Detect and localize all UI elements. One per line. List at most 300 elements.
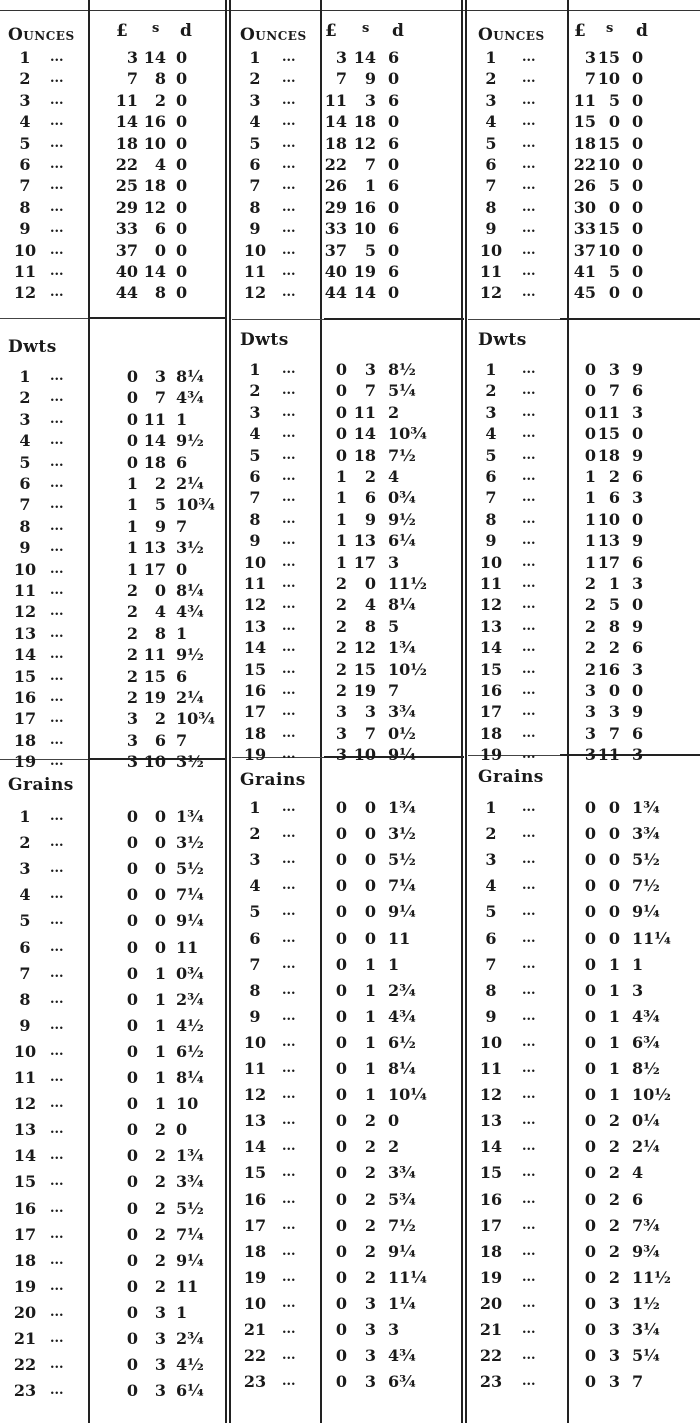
pounds-value: 0: [584, 1267, 596, 1287]
shillings-value: 6: [364, 488, 376, 508]
leader-dots: ...: [522, 404, 536, 420]
weight-value: 6: [485, 155, 497, 174]
shillings-value: 2: [364, 1189, 376, 1209]
weight-value: 8: [249, 197, 261, 217]
grains-row: [0, 899, 700, 925]
shillings-header: s: [362, 21, 370, 36]
pounds-header: £: [574, 21, 586, 41]
weight-value: 11: [479, 1059, 503, 1078]
leader-dots: ...: [522, 50, 536, 65]
shillings-value: 10: [597, 240, 620, 260]
pounds-value: 0: [584, 1163, 596, 1183]
section-separator: [232, 319, 324, 320]
pence-value: 0: [632, 48, 644, 67]
weight-value: 11: [243, 1059, 267, 1078]
pence-value: 2¾: [388, 980, 416, 1000]
shillings-value: 2: [608, 1111, 620, 1131]
shillings-value: 8: [154, 283, 166, 303]
weight-value: 7: [485, 954, 497, 974]
shillings-value: 1: [608, 954, 620, 974]
pence-value: 7: [632, 1372, 644, 1392]
weight-value: 13: [243, 1111, 267, 1131]
leader-dots: ...: [282, 1191, 296, 1207]
leader-dots: ...: [282, 904, 296, 920]
pounds-value: 18: [324, 133, 347, 153]
weight-value: 1: [485, 360, 497, 379]
pounds-value: 0: [584, 402, 596, 422]
pence-value: 0: [632, 69, 644, 89]
pence-value: 8¼: [176, 367, 204, 386]
shillings-value: 2: [154, 709, 166, 729]
pounds-value: 3: [335, 48, 347, 67]
leader-dots: ...: [50, 369, 64, 384]
leader-dots: ...: [282, 1061, 296, 1076]
leader-dots: ...: [522, 852, 536, 868]
leader-dots: ...: [522, 597, 536, 613]
weight-value: 22: [13, 1355, 37, 1375]
pounds-value: 0: [126, 1172, 138, 1192]
pence-value: 9¼: [176, 911, 204, 931]
pounds-value: 0: [126, 885, 138, 905]
weight-value: 3: [485, 402, 497, 422]
pence-value: 0: [632, 133, 644, 153]
weight-value: 1: [249, 48, 261, 67]
weight-value: 3: [249, 90, 261, 110]
leader-dots: ...: [522, 1165, 536, 1181]
pence-value: 0: [176, 240, 188, 260]
leader-dots: ...: [522, 71, 536, 87]
pence-value: 9¾: [632, 1241, 660, 1261]
shillings-value: 8: [608, 616, 620, 636]
shillings-value: 0: [608, 876, 620, 896]
shillings-value: 2: [154, 1250, 166, 1270]
pounds-value: 37: [115, 240, 138, 260]
leader-dots: ...: [282, 597, 296, 613]
leader-dots: ...: [50, 540, 64, 556]
weight-value: 2: [485, 381, 497, 401]
shillings-value: 10: [143, 133, 166, 153]
weight-value: 13: [243, 616, 267, 636]
pounds-value: 0: [335, 928, 347, 948]
pounds-value: 11: [115, 90, 138, 110]
pence-value: 0: [176, 48, 188, 67]
pence-value: 6: [632, 552, 644, 572]
pounds-value: 33: [324, 219, 347, 239]
pounds-value: 2: [335, 638, 347, 658]
shillings-value: 0: [364, 574, 376, 593]
weight-value: 1: [485, 48, 497, 67]
shillings-value: 0: [364, 876, 376, 896]
leader-dots: ...: [50, 1096, 64, 1112]
weight-value: 6: [19, 937, 31, 957]
pence-value: 7: [176, 730, 188, 750]
weight-value: 9: [485, 219, 497, 239]
weight-value: 12: [243, 595, 267, 615]
pence-value: 2: [388, 1137, 400, 1157]
grains-row: [0, 821, 700, 847]
pounds-value: 1: [584, 509, 596, 529]
leader-dots: ...: [522, 92, 536, 108]
pence-value: 6: [388, 133, 400, 153]
leader-dots: ...: [282, 878, 296, 894]
pence-value: 0: [632, 176, 644, 196]
shillings-value: 1: [608, 1059, 620, 1078]
leader-dots: ...: [522, 1322, 536, 1337]
pence-value: 0: [632, 262, 644, 281]
leader-dots: ...: [522, 1348, 536, 1364]
section-separator: [0, 318, 88, 319]
leader-dots: ...: [50, 221, 64, 237]
leader-dots: ...: [522, 1061, 536, 1076]
leader-dots: ...: [282, 1295, 296, 1311]
weight-value: 19: [479, 1267, 503, 1287]
shillings-value: 10: [597, 509, 620, 529]
weight-value: 11: [243, 574, 267, 593]
shillings-value: 1: [154, 989, 166, 1009]
ounces-row: [0, 280, 700, 306]
leader-dots: ...: [50, 433, 64, 449]
pence-value: 6¾: [632, 1032, 660, 1052]
leader-dots: ...: [50, 647, 64, 663]
weight-value: 10: [13, 240, 37, 260]
pence-value: 10¾: [176, 495, 215, 515]
shillings-value: 3: [154, 1302, 166, 1322]
weight-value: 4: [249, 112, 261, 132]
weight-value: 2: [485, 824, 497, 844]
pounds-value: 0: [584, 1085, 596, 1105]
weight-value: 12: [243, 283, 267, 303]
pounds-value: 0: [126, 1198, 138, 1218]
shillings-value: 3: [608, 1372, 620, 1392]
weight-value: 6: [249, 467, 261, 486]
pence-value: 6¼: [176, 1381, 204, 1401]
pence-value: 7½: [632, 876, 660, 896]
leader-dots: ...: [282, 704, 296, 720]
pounds-value: 0: [126, 409, 138, 429]
pence-value: 0: [388, 155, 400, 174]
shillings-value: 1: [608, 1006, 620, 1026]
pence-value: 3: [632, 574, 644, 593]
leader-dots: ...: [522, 661, 536, 677]
pounds-value: 0: [584, 1111, 596, 1131]
shillings-value: 1: [364, 954, 376, 974]
shillings-value: 17: [143, 559, 166, 579]
pounds-value: 0: [584, 824, 596, 844]
pence-value: 10¼: [388, 1085, 427, 1105]
pounds-value: 22: [324, 155, 347, 174]
weight-value: 3: [485, 90, 497, 110]
leader-dots: ...: [50, 732, 64, 748]
shillings-value: 1: [364, 980, 376, 1000]
pence-value: 6: [632, 1189, 644, 1209]
shillings-value: 2: [154, 1198, 166, 1218]
leader-dots: ...: [282, 92, 296, 108]
pence-value: 6: [632, 723, 644, 743]
weight-value: 18: [13, 1250, 37, 1270]
weight-value: 1: [249, 798, 261, 817]
pounds-value: 0: [335, 1059, 347, 1078]
pounds-value: 0: [335, 1293, 347, 1313]
pence-value: 2¼: [176, 688, 204, 707]
dwts-row: [0, 742, 700, 768]
pence-value: 0: [632, 681, 644, 700]
pounds-value: 2: [335, 681, 347, 700]
leader-dots: ...: [282, 618, 296, 634]
pence-value: 0: [388, 1111, 400, 1131]
weight-value: 9: [19, 538, 31, 558]
weight-value: 14: [479, 1137, 503, 1157]
pence-value: 4¾: [388, 1006, 416, 1026]
pence-value: 7½: [388, 1215, 416, 1235]
shillings-value: 19: [143, 688, 166, 707]
pounds-value: 0: [126, 937, 138, 957]
shillings-value: 7: [364, 381, 376, 401]
pounds-value: 45: [573, 283, 596, 303]
pounds-value: 44: [115, 283, 138, 303]
leader-dots: ...: [522, 199, 536, 215]
grains-row: [0, 873, 700, 899]
pounds-value: 0: [126, 1355, 138, 1375]
leader-dots: ...: [522, 1217, 536, 1233]
weight-value: 14: [479, 638, 503, 658]
pence-value: 3: [388, 1320, 400, 1339]
pounds-value: 0: [335, 381, 347, 401]
leader-dots: ...: [50, 157, 64, 172]
pounds-value: 2: [335, 574, 347, 593]
leader-dots: ...: [50, 390, 64, 406]
weight-value: 8: [19, 989, 31, 1009]
leader-dots: ...: [522, 285, 536, 301]
pence-header: d: [180, 21, 192, 41]
grains-row: [0, 1343, 700, 1369]
pence-value: 6¾: [388, 1372, 416, 1392]
leader-dots: ...: [50, 242, 64, 258]
weight-value: 12: [13, 1094, 37, 1114]
section-separator: [324, 318, 464, 320]
shillings-value: 7: [608, 381, 620, 401]
leader-dots: ...: [50, 1331, 64, 1346]
leader-dots: ...: [282, 511, 296, 527]
shillings-value: 5: [608, 90, 620, 110]
shillings-value: 3: [154, 1329, 166, 1348]
weight-value: 10: [243, 1032, 267, 1052]
pounds-value: 14: [324, 112, 347, 132]
pence-value: 11½: [388, 574, 427, 593]
weight-value: 4: [249, 876, 261, 896]
leader-dots: ...: [522, 904, 536, 920]
pence-value: 7½: [388, 445, 416, 465]
leader-dots: ...: [50, 1200, 64, 1216]
pounds-value: 33: [115, 219, 138, 239]
pounds-value: 29: [115, 197, 138, 217]
shillings-value: 8: [154, 623, 166, 643]
grains-row: [0, 1317, 700, 1343]
pence-value: 10½: [632, 1085, 671, 1105]
pounds-value: 7: [126, 69, 138, 89]
pounds-value: 18: [115, 133, 138, 153]
shillings-value: 4: [154, 155, 166, 174]
pounds-value: 37: [573, 240, 596, 260]
pounds-value: 0: [584, 360, 596, 379]
pounds-value: 0: [584, 980, 596, 1000]
pence-value: 1: [176, 409, 188, 429]
pence-value: 0: [632, 595, 644, 615]
leader-dots: ...: [50, 754, 64, 770]
section-separator: [468, 319, 560, 320]
leader-dots: ...: [282, 490, 296, 506]
leader-dots: ...: [50, 497, 64, 513]
weight-value: 9: [485, 531, 497, 551]
leader-dots: ...: [522, 264, 536, 279]
weight-value: 15: [243, 1163, 267, 1183]
pence-value: 9¼: [388, 902, 416, 922]
weight-value: 9: [19, 219, 31, 239]
weight-value: 15: [479, 659, 503, 679]
leader-dots: ...: [282, 930, 296, 946]
shillings-value: 2: [608, 1189, 620, 1209]
leader-dots: ...: [50, 285, 64, 301]
pence-value: 9½: [176, 645, 204, 665]
pence-value: 10¾: [176, 709, 215, 729]
leader-dots: ...: [50, 178, 64, 194]
shillings-value: 15: [597, 219, 620, 239]
leader-dots: ...: [522, 1191, 536, 1207]
shillings-value: 1: [364, 1032, 376, 1052]
shillings-value: 13: [353, 531, 376, 551]
shillings-value: 13: [143, 538, 166, 558]
weight-value: 21: [479, 1320, 503, 1339]
leader-dots: ...: [522, 956, 536, 972]
grains-row: [0, 1291, 700, 1317]
pounds-value: 0: [584, 445, 596, 465]
pence-value: 0: [176, 90, 188, 110]
grains-label: Grains: [240, 770, 306, 790]
pounds-value: 1: [584, 552, 596, 572]
shillings-value: 0: [608, 824, 620, 844]
pounds-value: 7: [335, 69, 347, 89]
weight-value: 10: [13, 559, 37, 579]
pence-value: 5¼: [388, 381, 416, 401]
shillings-value: 11: [597, 402, 620, 422]
grains-row: [0, 795, 700, 821]
pence-value: 9¼: [632, 902, 660, 922]
weight-value: 6: [485, 467, 497, 486]
leader-dots: ...: [50, 1070, 64, 1085]
shillings-value: 10: [143, 752, 166, 772]
dwts-label: Dwts: [8, 337, 57, 357]
shillings-value: 16: [143, 112, 166, 132]
pence-value: 0: [388, 69, 400, 89]
pounds-value: 41: [573, 262, 596, 281]
leader-dots: ...: [282, 221, 296, 237]
leader-dots: ...: [282, 71, 296, 87]
shillings-value: 0: [608, 850, 620, 870]
shillings-value: 2: [608, 1137, 620, 1157]
leader-dots: ...: [282, 725, 296, 741]
grains-row: [0, 978, 700, 1004]
shillings-value: 4: [364, 595, 376, 615]
shillings-value: 0: [608, 681, 620, 700]
weight-value: 6: [19, 474, 31, 493]
weight-value: 16: [479, 681, 503, 700]
pounds-value: 2: [584, 574, 596, 593]
pence-value: 3¼: [632, 1320, 660, 1339]
weight-value: 12: [243, 1085, 267, 1105]
shillings-value: 2: [608, 1241, 620, 1261]
pounds-header: £: [325, 21, 337, 41]
leader-dots: ...: [50, 1304, 64, 1320]
grains-label: Grains: [8, 775, 74, 795]
weight-value: 8: [249, 980, 261, 1000]
pounds-value: 0: [584, 1032, 596, 1052]
shillings-value: 18: [597, 445, 620, 465]
dwts-label: Dwts: [478, 330, 527, 350]
leader-dots: ...: [50, 199, 64, 215]
weight-value: 11: [13, 1068, 37, 1087]
leader-dots: ...: [522, 1295, 536, 1311]
pence-value: 9¼: [176, 1250, 204, 1270]
leader-dots: ...: [50, 92, 64, 108]
pence-value: 4¾: [632, 1006, 660, 1026]
pence-value: 2¾: [176, 1329, 204, 1348]
shillings-value: 0: [608, 902, 620, 922]
weight-value: 13: [479, 1111, 503, 1131]
pounds-value: 0: [335, 1085, 347, 1105]
pounds-value: 0: [584, 1006, 596, 1026]
leader-dots: ...: [282, 469, 296, 484]
pounds-value: 0: [584, 1346, 596, 1366]
weight-value: 15: [13, 1172, 37, 1192]
pence-value: 8½: [632, 1059, 660, 1078]
pounds-value: 1: [335, 488, 347, 508]
pence-value: 0: [388, 112, 400, 132]
pounds-value: 2: [335, 616, 347, 636]
shillings-value: 2: [608, 1267, 620, 1287]
pounds-value: 0: [335, 360, 347, 379]
leader-dots: ...: [522, 800, 536, 815]
shillings-value: 0: [364, 850, 376, 870]
pounds-value: 15: [573, 112, 596, 132]
weight-value: 9: [249, 531, 261, 551]
weight-value: 7: [19, 495, 31, 515]
shillings-value: 13: [597, 531, 620, 551]
leader-dots: ...: [522, 469, 536, 484]
leader-dots: ...: [50, 965, 64, 981]
shillings-value: 1: [154, 1094, 166, 1114]
leader-dots: ...: [282, 661, 296, 677]
weight-value: 1: [19, 367, 31, 386]
weight-value: 2: [249, 824, 261, 844]
pounds-value: 0: [584, 954, 596, 974]
leader-dots: ...: [282, 199, 296, 215]
weight-value: 6: [249, 155, 261, 174]
leader-dots: ...: [282, 242, 296, 258]
leader-dots: ...: [50, 411, 64, 427]
shillings-value: 7: [364, 155, 376, 174]
pounds-value: 0: [126, 833, 138, 853]
shillings-value: 0: [364, 824, 376, 844]
pounds-value: 0: [126, 431, 138, 451]
pounds-value: 1: [126, 559, 138, 579]
leader-dots: ...: [282, 362, 296, 377]
pounds-value: 0: [335, 1346, 347, 1366]
pounds-value: 0: [335, 798, 347, 817]
pence-value: 1¾: [388, 638, 416, 658]
shillings-value: 1: [364, 1059, 376, 1078]
weight-value: 15: [479, 1163, 503, 1183]
pence-value: 9: [632, 531, 644, 551]
pounds-value: 3: [584, 702, 596, 722]
